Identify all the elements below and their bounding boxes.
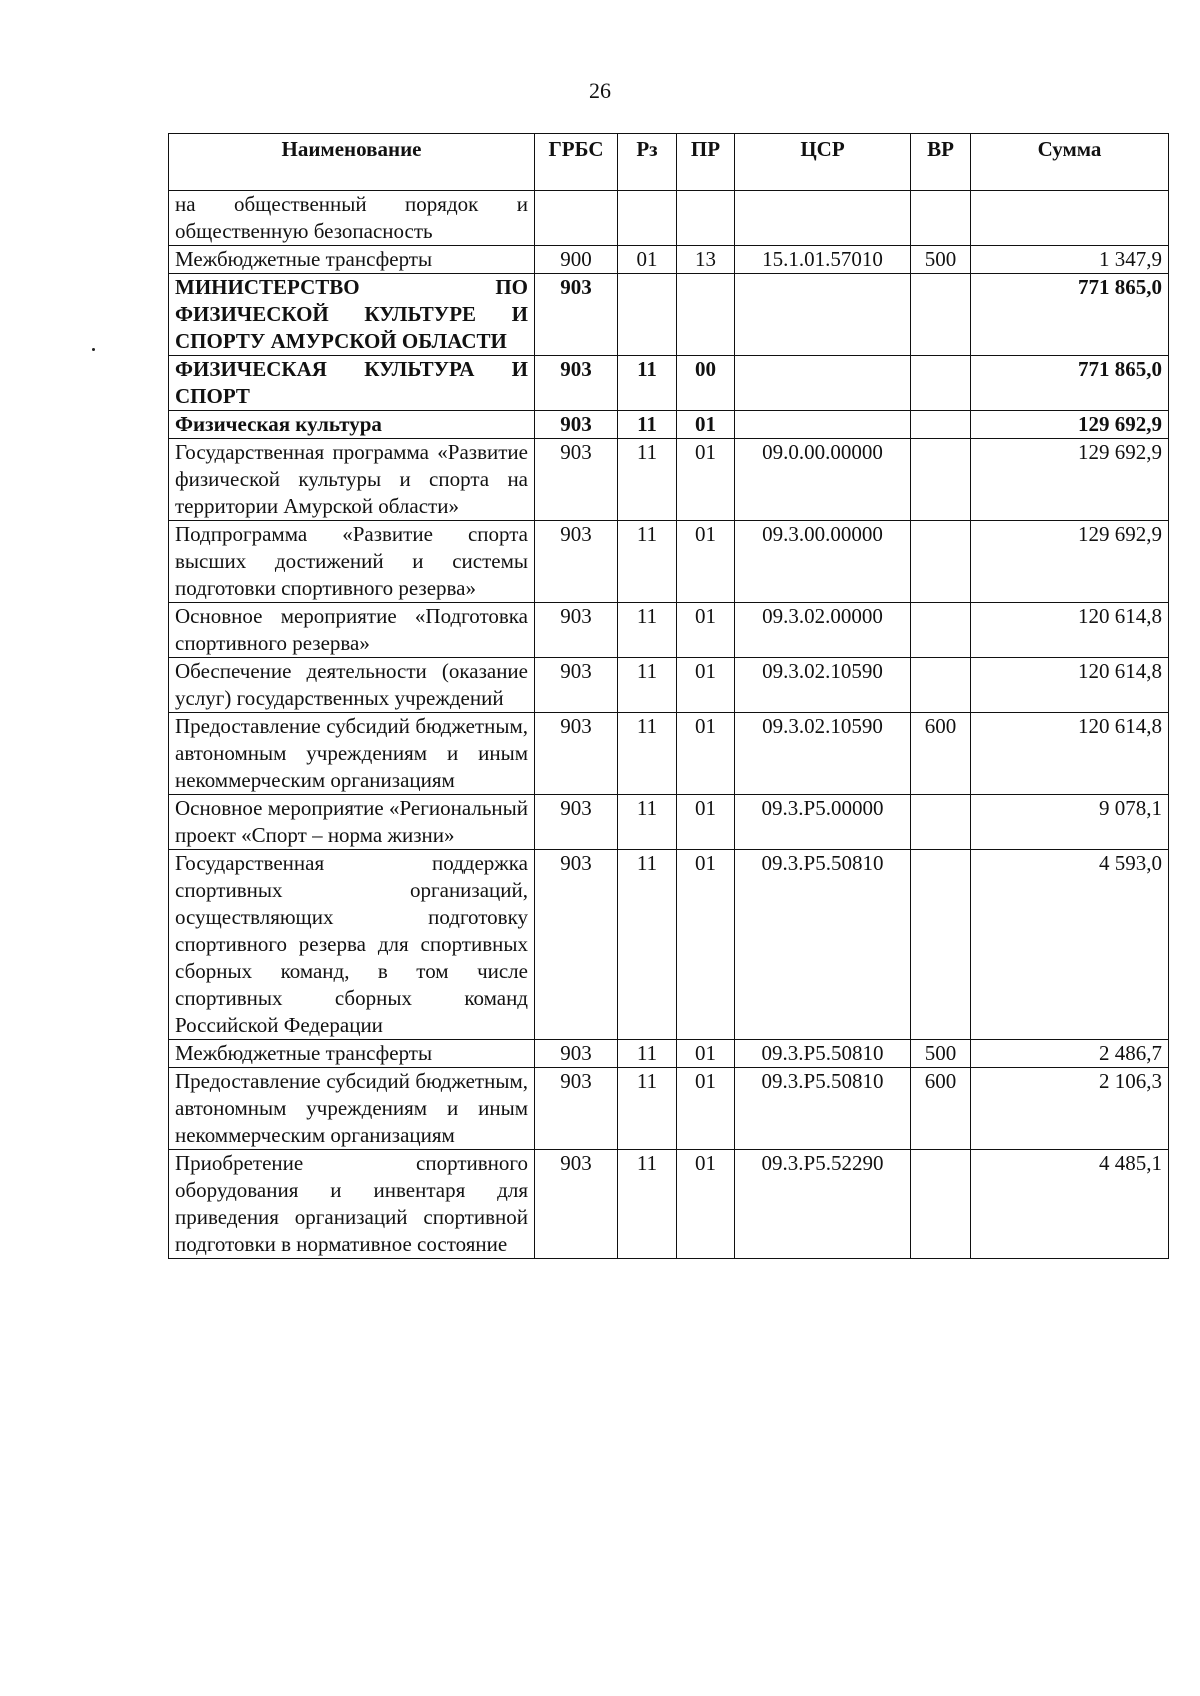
cell-rz: 11 — [618, 1150, 677, 1259]
cell-pr: 01 — [677, 439, 735, 521]
header-grbs: ГРБС — [535, 134, 618, 191]
cell-sum: 120 614,8 — [971, 713, 1169, 795]
cell-name: МИНИСТЕРСТВО ПО ФИЗИЧЕСКОЙ КУЛЬТУРЕ И СПОРТУ АМУРСКОЙ ОБЛАСТИ — [169, 274, 535, 356]
table-row — [169, 439, 1169, 521]
table-row — [169, 356, 1169, 411]
header-csr: ЦСР — [735, 134, 911, 191]
header-vr: ВР — [911, 134, 971, 191]
cell-csr: 15.1.01.57010 — [735, 246, 911, 274]
table-row — [169, 713, 1169, 795]
cell-rz: 11 — [618, 795, 677, 850]
cell-pr: 01 — [677, 1150, 735, 1259]
cell-vr — [911, 521, 971, 603]
cell-sum: 129 692,9 — [971, 411, 1169, 439]
cell-grbs: 903 — [535, 850, 618, 1040]
cell-rz: 01 — [618, 246, 677, 274]
header-rz: Рз — [618, 134, 677, 191]
cell-pr: 01 — [677, 411, 735, 439]
cell-pr: 01 — [677, 850, 735, 1040]
cell-grbs: 903 — [535, 1150, 618, 1259]
cell-sum: 129 692,9 — [971, 439, 1169, 521]
cell-pr: 01 — [677, 658, 735, 713]
header-name: Наименование — [169, 134, 535, 191]
cell-name: Основное мероприятие «Региональный проект «Спорт – норма жизни» — [169, 795, 535, 850]
table-row — [169, 274, 1169, 356]
cell-vr — [911, 795, 971, 850]
cell-csr: 09.3.P5.50810 — [735, 850, 911, 1040]
cell-pr — [677, 191, 735, 246]
cell-grbs: 903 — [535, 1040, 618, 1068]
cell-vr — [911, 603, 971, 658]
budget-table — [168, 133, 1169, 1259]
cell-pr: 01 — [677, 795, 735, 850]
cell-vr — [911, 850, 971, 1040]
page-number: 26 — [589, 78, 611, 103]
cell-vr — [911, 658, 971, 713]
cell-name: Межбюджетные трансферты — [169, 246, 535, 274]
cell-csr: 09.3.02.00000 — [735, 603, 911, 658]
cell-sum: 120 614,8 — [971, 603, 1169, 658]
cell-name: Приобретение спортивного оборудования и инвентаря для приведения организаций спортивной подготовки в нормативное состояние — [169, 1150, 535, 1259]
cell-grbs: 903 — [535, 274, 618, 356]
header-pr: ПР — [677, 134, 735, 191]
header-sum: Сумма — [971, 134, 1169, 191]
cell-grbs: 903 — [535, 356, 618, 411]
table-row — [169, 191, 1169, 246]
table-row — [169, 411, 1169, 439]
cell-name: Подпрограмма «Развитие спорта высших достижений и системы подготовки спортивного резерва» — [169, 521, 535, 603]
cell-pr: 01 — [677, 603, 735, 658]
cell-name: Физическая культура — [169, 411, 535, 439]
cell-rz: 11 — [618, 1068, 677, 1150]
table-row — [169, 795, 1169, 850]
cell-grbs: 903 — [535, 1068, 618, 1150]
cell-vr — [911, 1150, 971, 1259]
cell-vr — [911, 356, 971, 411]
cell-pr — [677, 274, 735, 356]
table-row — [169, 1068, 1169, 1150]
cell-rz: 11 — [618, 411, 677, 439]
cell-name: Предоставление субсидий бюджетным, автономным учреждениям и иным некоммерческим организациям — [169, 713, 535, 795]
cell-sum: 4 485,1 — [971, 1150, 1169, 1259]
cell-csr: 09.3.00.00000 — [735, 521, 911, 603]
cell-pr: 01 — [677, 1068, 735, 1150]
cell-rz — [618, 274, 677, 356]
cell-grbs: 903 — [535, 439, 618, 521]
cell-rz: 11 — [618, 521, 677, 603]
cell-grbs: 903 — [535, 658, 618, 713]
cell-sum: 771 865,0 — [971, 356, 1169, 411]
table-row — [169, 246, 1169, 274]
cell-vr — [911, 274, 971, 356]
cell-csr — [735, 274, 911, 356]
table-header-row — [169, 134, 1169, 191]
cell-sum: 129 692,9 — [971, 521, 1169, 603]
cell-grbs: 900 — [535, 246, 618, 274]
cell-sum: 771 865,0 — [971, 274, 1169, 356]
cell-grbs: 903 — [535, 713, 618, 795]
cell-csr: 09.3.P5.00000 — [735, 795, 911, 850]
cell-vr: 500 — [911, 246, 971, 274]
cell-grbs — [535, 191, 618, 246]
cell-sum: 4 593,0 — [971, 850, 1169, 1040]
cell-name: Межбюджетные трансферты — [169, 1040, 535, 1068]
scan-speck — [92, 348, 95, 351]
cell-rz: 11 — [618, 658, 677, 713]
table-body — [169, 191, 1169, 1259]
cell-rz — [618, 191, 677, 246]
cell-rz: 11 — [618, 356, 677, 411]
cell-csr: 09.3.P5.52290 — [735, 1150, 911, 1259]
cell-vr: 500 — [911, 1040, 971, 1068]
cell-name: Обеспечение деятельности (оказание услуг) государственных учреждений — [169, 658, 535, 713]
cell-grbs: 903 — [535, 795, 618, 850]
cell-vr — [911, 191, 971, 246]
cell-csr: 09.0.00.00000 — [735, 439, 911, 521]
cell-rz: 11 — [618, 1040, 677, 1068]
table-row — [169, 658, 1169, 713]
cell-sum — [971, 191, 1169, 246]
cell-rz: 11 — [618, 850, 677, 1040]
cell-rz: 11 — [618, 439, 677, 521]
cell-sum: 9 078,1 — [971, 795, 1169, 850]
cell-sum: 2 486,7 — [971, 1040, 1169, 1068]
cell-vr: 600 — [911, 1068, 971, 1150]
cell-csr — [735, 191, 911, 246]
table-row — [169, 521, 1169, 603]
cell-rz: 11 — [618, 713, 677, 795]
cell-rz: 11 — [618, 603, 677, 658]
cell-csr: 09.3.P5.50810 — [735, 1040, 911, 1068]
table-row — [169, 603, 1169, 658]
cell-name: Предоставление субсидий бюджетным, автономным учреждениям и иным некоммерческим организациям — [169, 1068, 535, 1150]
cell-grbs: 903 — [535, 521, 618, 603]
cell-pr: 01 — [677, 1040, 735, 1068]
cell-vr — [911, 439, 971, 521]
cell-name: Государственная программа «Развитие физической культуры и спорта на территории Амурской области» — [169, 439, 535, 521]
table-row — [169, 850, 1169, 1040]
cell-name: Основное мероприятие «Подготовка спортивного резерва» — [169, 603, 535, 658]
cell-vr: 600 — [911, 713, 971, 795]
cell-pr: 01 — [677, 713, 735, 795]
cell-csr: 09.3.02.10590 — [735, 658, 911, 713]
cell-pr: 01 — [677, 521, 735, 603]
cell-sum: 2 106,3 — [971, 1068, 1169, 1150]
cell-sum: 120 614,8 — [971, 658, 1169, 713]
cell-pr: 13 — [677, 246, 735, 274]
table-row — [169, 1040, 1169, 1068]
cell-grbs: 903 — [535, 411, 618, 439]
cell-csr — [735, 411, 911, 439]
cell-csr: 09.3.P5.50810 — [735, 1068, 911, 1150]
cell-name: ФИЗИЧЕСКАЯ КУЛЬТУРА И СПОРТ — [169, 356, 535, 411]
cell-pr: 00 — [677, 356, 735, 411]
cell-name: Государственная поддержка спортивных организаций, осуществляющих подготовку спортивного резерва для спортивных сборных команд, в том числе спортивных сборных команд Российской Федерации — [169, 850, 535, 1040]
cell-csr — [735, 356, 911, 411]
cell-csr: 09.3.02.10590 — [735, 713, 911, 795]
cell-vr — [911, 411, 971, 439]
cell-grbs: 903 — [535, 603, 618, 658]
table-row — [169, 1150, 1169, 1259]
cell-sum: 1 347,9 — [971, 246, 1169, 274]
cell-name: на общественный порядок и общественную безопасность — [169, 191, 535, 246]
